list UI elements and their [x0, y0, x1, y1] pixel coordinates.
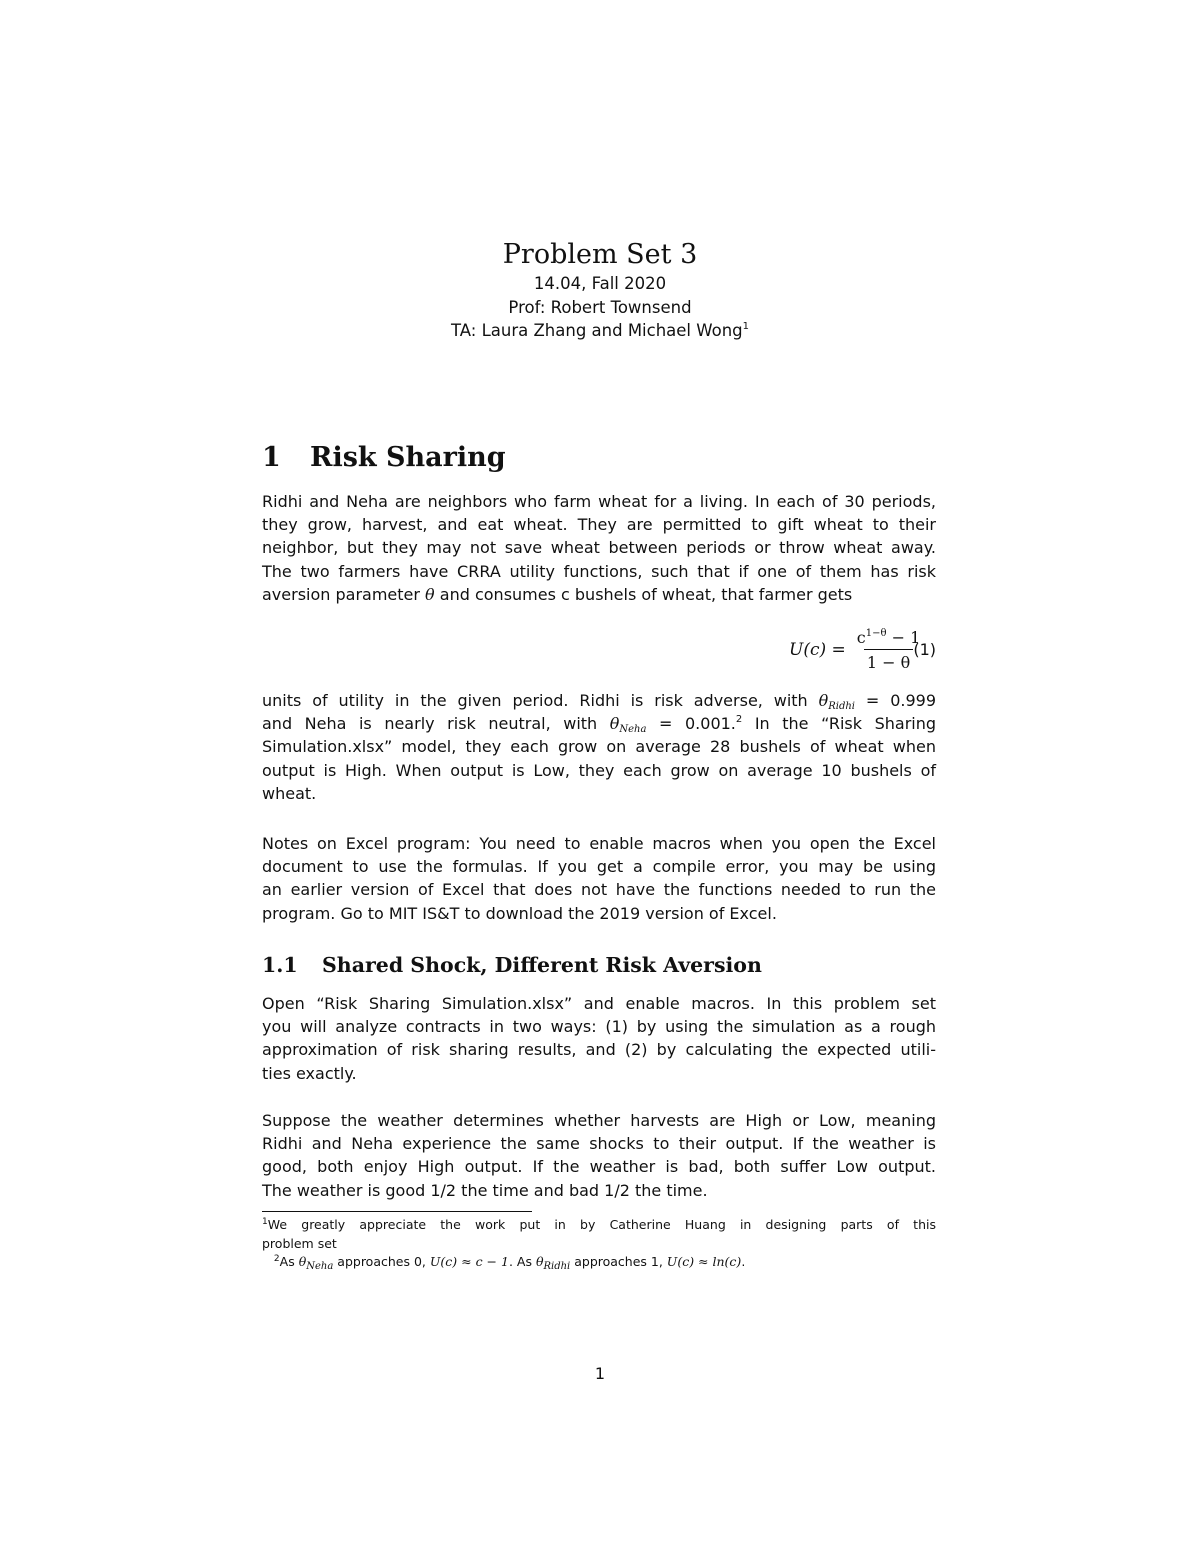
section-number: 1 [262, 442, 281, 473]
equation-lhs: U(c) = [789, 640, 846, 660]
numerator-tail: − 1 [886, 628, 921, 647]
text-fragment: In the “Risk Sharing [742, 714, 937, 734]
theta-symbol: θ [609, 714, 620, 734]
text-line: Simulation.xlsx” model, they each grow on average 28 bushels of wheat when [262, 737, 936, 757]
paragraph-intro [262, 490, 936, 606]
footnote-mark-2: 2 [735, 714, 743, 726]
footnote-1 [262, 1216, 936, 1235]
text-fragment: = 0.001. [646, 714, 736, 734]
text-line: The weather is good 1/2 the time and bad 1/2 the time. [262, 1180, 708, 1200]
theta-subscript: Neha [619, 724, 647, 736]
text-line: Notes on Excel program: You need to enable macros when you open the Excel [262, 834, 936, 853]
text-line: ties exactly. [262, 1063, 357, 1083]
numerator-exponent: 1−θ [865, 628, 887, 639]
text-line: wheat. [262, 783, 317, 803]
text-line: Ridhi and Neha are neighbors who farm wheat for a living. In each of 30 periods, [262, 492, 936, 511]
course-line: 14.04, Fall 2020 [533, 274, 667, 293]
text-line: Ridhi and Neha experience the same shocks to their output. If the weather is [262, 1134, 936, 1154]
footnote-mark-1: 1 [742, 321, 750, 332]
footnote-rule [262, 1211, 532, 1212]
footnote-text: We greatly appreciate the work put in by Catherine Huang in designing parts of this [267, 1217, 936, 1232]
text-fragment: aversion parameter [262, 584, 426, 604]
section-1-1-heading [262, 951, 936, 979]
text-fragment: = 0.999 [855, 691, 936, 710]
text-line: program. Go to MIT IS&T to download the 2019 version of Excel. [262, 903, 777, 923]
title-block [0, 238, 1200, 343]
text-fragment: and consumes c bushels of wheat, that farmer gets [434, 584, 853, 604]
text-line: output is High. When output is Low, they each grow on average 10 bushels of [262, 760, 936, 780]
text-line: Suppose the weather determines whether harvests are High or Low, meaning [262, 1111, 936, 1130]
theta-symbol: θ [818, 691, 829, 710]
footnote-1-cont: problem set [262, 1235, 337, 1251]
equation-denominator: 1 − θ [864, 649, 913, 672]
text-line: document to use the formulas. If you get a compile error, you may be using [262, 857, 936, 877]
text-fragment: and Neha is nearly risk neutral, with [262, 714, 610, 734]
numerator-base: c [856, 628, 866, 647]
text-line: good, both enjoy High output. If the weather is bad, both suffer Low output. [262, 1157, 936, 1177]
equation-1 [262, 620, 936, 680]
text-fragment: units of utility in the given period. Ridhi is risk adverse, with [262, 691, 819, 710]
text-line: you will analyze contracts in two ways: (1) by using the simulation as a rough [262, 1017, 936, 1037]
equation-number: (1) [913, 640, 936, 659]
theta-subscript: Neha [306, 1261, 334, 1272]
text-line: Open “Risk Sharing Simulation.xlsx” and enable macros. In this problem set [262, 994, 936, 1013]
theta-subscript: Ridhi [543, 1261, 571, 1272]
text-fragment: . As [508, 1254, 536, 1269]
ta-line [0, 319, 1200, 343]
subsection-title: Shared Shock, Different Risk Aversion [322, 953, 762, 977]
text-fragment: As [279, 1254, 299, 1269]
footnote-mark: 2 [273, 1254, 280, 1264]
ta-text: TA: Laura Zhang and Michael Wong [450, 321, 743, 340]
text-line: they grow, harvest, and eat wheat. They are permitted to gift wheat to their [262, 515, 936, 535]
paragraph-risk-aversion [262, 689, 936, 805]
text-line: neighbor, but they may not save wheat between periods or throw wheat away. [262, 538, 936, 558]
section-title: Risk Sharing [310, 442, 506, 473]
footnotes [262, 1216, 936, 1272]
paragraph-weather [262, 1109, 936, 1202]
theta-symbol: θ [298, 1254, 307, 1269]
math-expression: U(c) ≈ c − 1 [429, 1254, 509, 1269]
text-line [262, 712, 936, 735]
footnote-2 [262, 1253, 936, 1272]
section-1-heading [262, 440, 936, 476]
text-line: an earlier version of Excel that does not have the functions needed to run the [262, 880, 936, 900]
text-line: The two farmers have CRRA utility functions, such that if one of them has risk [262, 561, 936, 581]
math-expression: U(c) ≈ ln(c) [666, 1254, 742, 1269]
professor-line: Prof: Robert Townsend [508, 297, 692, 317]
equation-body [789, 620, 923, 680]
theta-subscript: Ridhi [828, 701, 856, 712]
paragraph-open-simulation [262, 992, 936, 1085]
text-line [262, 689, 936, 712]
text-line [262, 583, 936, 606]
theta-symbol: θ [535, 1254, 544, 1269]
footnote-mark: 1 [262, 1217, 268, 1227]
document-title: Problem Set 3 [502, 239, 698, 270]
text-fragment: approaches 1, [570, 1254, 667, 1269]
text-line: approximation of risk sharing results, and (2) by calculating the expected utili- [262, 1040, 936, 1060]
theta-symbol: θ [425, 584, 435, 604]
paragraph-excel-notes [262, 832, 936, 925]
text-fragment: . [741, 1254, 746, 1269]
page-number: 1 [594, 1364, 606, 1383]
text-fragment: approaches 0, [333, 1254, 430, 1269]
subsection-number: 1.1 [262, 953, 298, 977]
